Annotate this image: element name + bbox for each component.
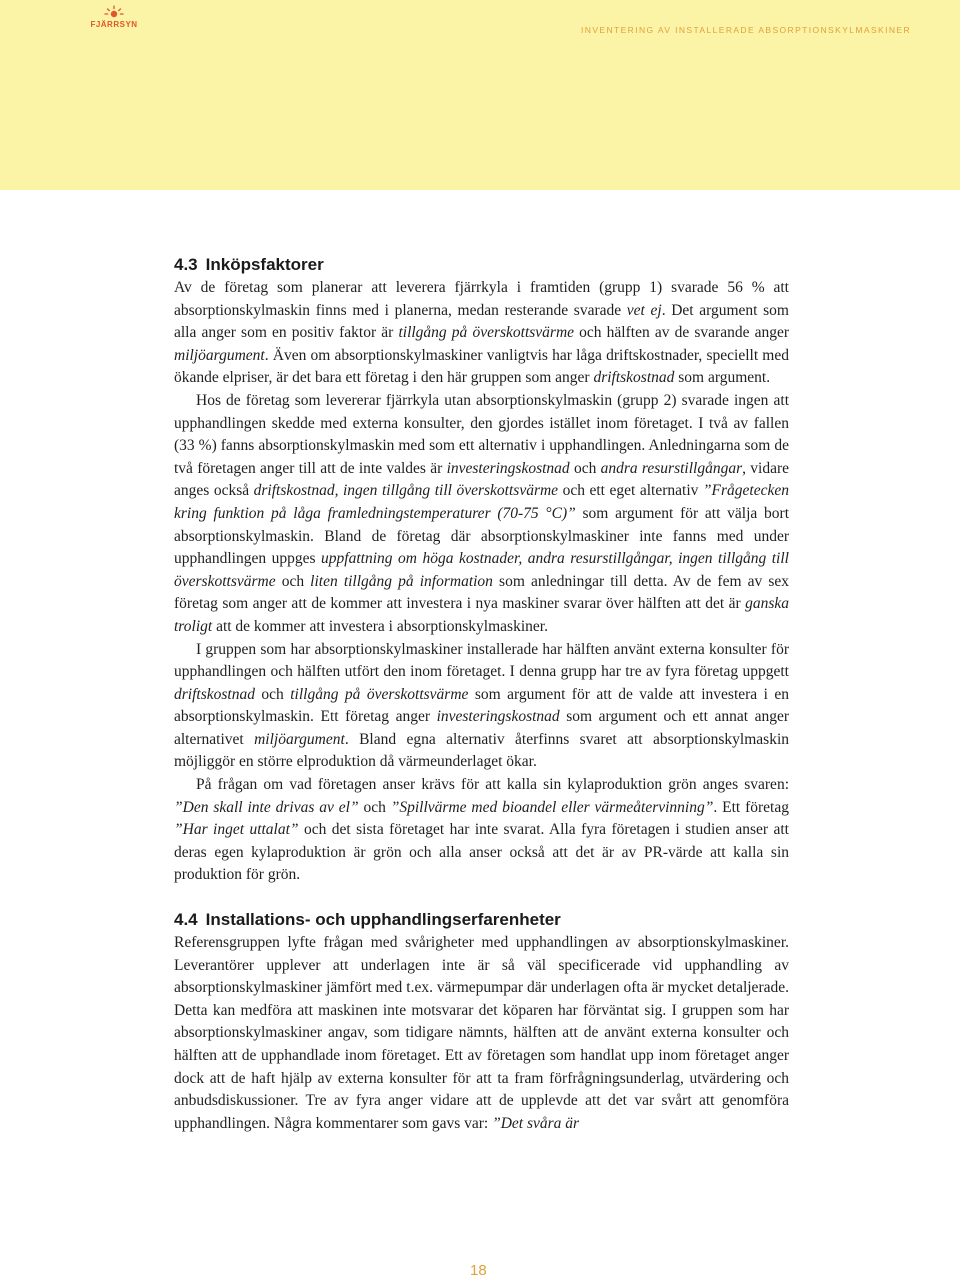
running-head: INVENTERING AV INSTALLERADE ABSORPTIONSKYLMASKINER: [581, 25, 911, 35]
section-number: 4.4: [174, 910, 198, 930]
page-number: 18: [470, 1262, 487, 1279]
logo-text: FJÄRRSYN: [90, 20, 138, 29]
section-number: 4.3: [174, 255, 198, 274]
paragraph: Av de företag som planerar att leverera fjärrkyla i framtiden (grupp 1) svarade 56 % att absorptionskylmaskin finns med i planerna, medan resterande svarade vet ej. Det argument som alla anger som en positiv faktor är tillgång på överskottsvärme och hälften av de svarande anger miljöargument. Även om absorptionskylmaskiner vanligtvis har låga driftskostnader, speciellt med ökande elpriser, är det bara ett företag i den här gruppen som anger driftskostnad som argument.: [174, 279, 790, 387]
page-content: [174, 254, 789, 1135]
section-title: Inköpsfaktorer: [205, 255, 324, 274]
paragraph: I gruppen som har absorptionskylmaskiner installerade har hälften använt externa konsulter för upphandlingen och hälften utfört den inom företaget. I denna grupp har tre av fyra företag uppgett driftskostnad och tillgång på överskottsvärme som argument för att de valde att investera i en absorptionskylmaskin. Ett företag anger investeringskostnad som argument och ett annat anger alternativet miljöargument. Bland egna alternativ återfinns svaret att absorptionskylmaskin möjliggör en större elproduktion då värmeunderlaget ökar.: [174, 640, 789, 771]
paragraph: Hos de företag som levererar fjärrkyla utan absorptionskylmaskin (grupp 2) svarade ingen att upphandlingen skedde med externa konsulter, den gjordes istället inom företaget. I två av fallen (33 %) fanns absorptionskylmaskin med som ett alternativ i upphandlingen. Anledningarna som de två företagen anger till att de inte valdes är investeringskostnad och andra resurstillgångar, vidare anges också driftskostnad, ingen tillgång till överskottsvärme och ett eget alternativ ”Frågetecken kring funktion på låga framledningstemperaturer (70-75 °C)” som argument för att välja bort absorptionskylmaskin. Bland de företag där absorptionskylmaskiner inte fanns med under upphandlingen uppges uppfattning om höga kostnader, andra resurstillgångar, ingen tillgång till överskottsvärme och liten tillgång på information som anledningar till detta. Av de fem av sex företag som anger att de kommer att investera i nya maskiner svarar över hälften att det är ganska troligt att de kommer att investera i absorptionskylmaskiner.: [174, 391, 789, 635]
fjarrsyn-logo: [88, 5, 148, 35]
section-heading-4-4: [174, 909, 789, 931]
sun-icon: [104, 5, 124, 19]
paragraph: På frågan om vad företagen anser krävs för att kalla sin kylaproduktion grön anges svaren: ”Den skall inte drivas av el” och ”Spillvärme med bioandel eller värmeåtervinning”. Ett företag ”Har inget uttalat” och det sista företaget har inte svarat. Alla fyra företagen i studien anser att deras egen kylaproduktion är grön och alla anser också att det är av PR-värde att kalla sin produktion för grön.: [174, 776, 789, 884]
section-title: Installations- och upphandlingserfarenheter: [205, 910, 561, 930]
paragraph: Referensgruppen lyfte frågan med svårigheter med upphandlingen av absorptionskylmaskiner. Leverantörer upplever att underlagen inte är så väl specificerade vid upphandling av absorptionskylmaskiner jämfört med t.ex. värmepumpar där underlagen ofta är mycket detaljerade. Detta kan medföra att maskinen inte motsvarar det köparen har förväntat sig. I gruppen som har absorptionskylmaskiner angav, som tidigare nämnts, hälften att de använt externa konsulter och hälften att de upphandlade inom företaget. Ett av företagen som handlat upp inom företaget anger dock att de haft hjälp av externa konsulter för att ta fram förfrågningsunderlag, utvärdering och anbudsdiskussioner. Tre av fyra anger vidare att de upplevde att det var svårt att genomföra upphandlingen. Några kommentarer som gavs var: ”Det svåra är: [174, 934, 789, 1132]
section-heading-4-3: [174, 254, 789, 276]
